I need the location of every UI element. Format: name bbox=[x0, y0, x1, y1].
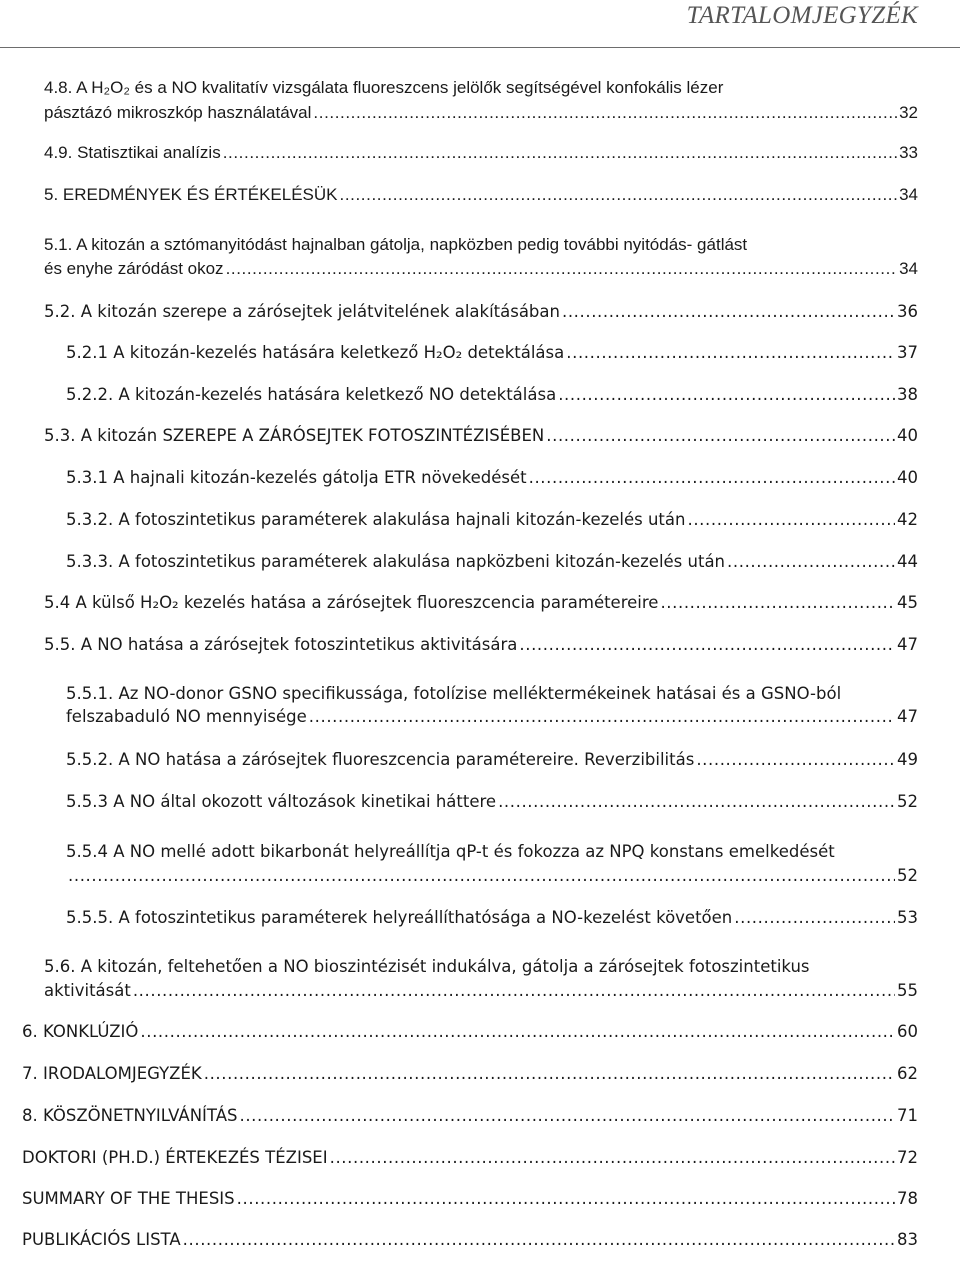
toc-entry-5-2-2[interactable] bbox=[66, 385, 918, 418]
toc-page-number: 72 bbox=[897, 1148, 918, 1167]
toc-entry-text: 5.4 A külső H₂O₂ kezelés hatása a zárósejtek fluoreszcencia paramétereire bbox=[44, 593, 659, 612]
toc-entry-text: 5.3.2. A fotoszintetikus paraméterek alakulása hajnali kitozán-kezelés után bbox=[66, 510, 686, 529]
dot-leader bbox=[133, 981, 895, 1000]
toc-entry-text: 5.3.3. A fotoszintetikus paraméterek alakulása napközbeni kitozán-kezelés után bbox=[66, 552, 726, 571]
toc-entry-publikaciok[interactable] bbox=[22, 1230, 918, 1263]
toc-entry-5-4[interactable] bbox=[44, 593, 918, 626]
toc-page-number: 53 bbox=[897, 908, 918, 927]
toc-entry-5-5-2[interactable] bbox=[66, 750, 918, 783]
toc-entry-text: 5. EREDMÉNYEK ÉS ÉRTÉKELÉSÜK bbox=[44, 185, 338, 204]
dot-leader bbox=[204, 1064, 895, 1083]
dot-leader bbox=[696, 750, 895, 769]
toc-entry-text: aktivitását bbox=[44, 981, 131, 1000]
dot-leader bbox=[734, 908, 895, 927]
dot-leader bbox=[498, 792, 895, 811]
toc-entry-text: 5.2.2. A kitozán-kezelés hatására keletkező NO detektálása bbox=[66, 385, 557, 404]
toc-entry-text: 7. IRODALOMJEGYZÉK bbox=[22, 1064, 202, 1083]
toc-entry-5-3-2[interactable] bbox=[66, 510, 918, 543]
toc-entry-5[interactable] bbox=[44, 185, 918, 218]
running-header: TARTALOMJEGYZÉK bbox=[686, 2, 918, 29]
toc-page-number: 45 bbox=[897, 593, 918, 612]
toc-page-number: 83 bbox=[897, 1230, 918, 1249]
toc-entry-5-2[interactable] bbox=[44, 302, 918, 335]
dot-leader bbox=[313, 103, 897, 123]
toc-entry-text: 5.3.1 A hajnali kitozán-kezelés gátolja ETR növekedését bbox=[66, 468, 527, 487]
toc-entry-text: 6. KONKLÚZIÓ bbox=[22, 1022, 139, 1041]
toc-entry-text: 5.2.1 A kitozán-kezelés hatására keletkező H₂O₂ detektálása bbox=[66, 343, 565, 362]
toc-entry-text: felszabaduló NO mennyisége bbox=[66, 707, 307, 726]
dot-leader bbox=[330, 1148, 895, 1167]
dot-leader bbox=[558, 385, 895, 404]
toc-entry-5-3-1[interactable] bbox=[66, 468, 918, 501]
toc-entry-4-9[interactable] bbox=[44, 143, 918, 176]
toc-entry-5-6[interactable] bbox=[44, 981, 918, 1014]
dot-leader bbox=[687, 510, 895, 529]
toc-entry-text: és enyhe záródást okoz bbox=[44, 259, 224, 278]
dot-leader bbox=[226, 259, 898, 279]
dot-leader bbox=[566, 343, 895, 362]
toc-entry-text: 5.5.2. A NO hatása a zárósejtek fluoreszcencia paramétereire. Reverzibilitás bbox=[66, 750, 695, 769]
toc-page-number: 60 bbox=[897, 1022, 918, 1041]
toc-entry-7[interactable] bbox=[22, 1064, 918, 1097]
dot-leader bbox=[529, 468, 895, 487]
toc-entry-text: 8. KÖSZÖNETNYILVÁNÍTÁS bbox=[22, 1106, 238, 1125]
toc-page-number: 71 bbox=[897, 1106, 918, 1125]
toc-entry-text: 5.2. A kitozán szerepe a zárósejtek jelátvitelének alakításában bbox=[44, 302, 560, 321]
toc-page-number: 33 bbox=[899, 143, 918, 162]
toc-page-number: 37 bbox=[897, 343, 918, 362]
dot-leader bbox=[183, 1230, 895, 1249]
dot-leader bbox=[309, 707, 895, 726]
dot-leader bbox=[340, 185, 898, 205]
toc-entry-text: DOKTORI (PH.D.) ÉRTEKEZÉS TÉZISEI bbox=[22, 1148, 328, 1167]
toc-entry-summary[interactable] bbox=[22, 1189, 918, 1222]
toc-entry-5-5-3[interactable] bbox=[66, 792, 918, 825]
toc-entry-text: SUMMARY OF THE THESIS bbox=[22, 1189, 235, 1208]
toc-entry-4-8[interactable] bbox=[44, 103, 918, 136]
toc-entry-5-5[interactable] bbox=[44, 635, 918, 668]
toc-entry-5-5-1-line1: 5.5.1. Az NO-donor GSNO specifikussága, fotolízise melléktermékeinek hatásai és a GSNO-ból bbox=[66, 684, 842, 703]
toc-entry-8[interactable] bbox=[22, 1106, 918, 1139]
toc-entry-text: 4.9. Statisztikai analízis bbox=[44, 143, 221, 162]
dot-leader bbox=[546, 426, 895, 445]
toc-entry-5-5-5[interactable] bbox=[66, 908, 918, 941]
toc-entry-text: PUBLIKÁCIÓS LISTA bbox=[22, 1230, 181, 1249]
toc-page-number: 47 bbox=[897, 635, 918, 654]
toc-page-number: 42 bbox=[897, 510, 918, 529]
toc-page-number: 52 bbox=[897, 792, 918, 811]
toc-page-number: 34 bbox=[899, 185, 918, 204]
toc-entry-5-3-3[interactable] bbox=[66, 552, 918, 585]
toc-page-number: 52 bbox=[897, 866, 918, 885]
toc-entry-5-5-4[interactable] bbox=[66, 866, 918, 899]
toc-entry-5-1-line1: 5.1. A kitozán a sztómanyitódást hajnalban gátolja, napközben pedig további nyitódás- gátlást bbox=[44, 235, 748, 254]
toc-page-number: 40 bbox=[897, 426, 918, 445]
toc-page-number: 36 bbox=[897, 302, 918, 321]
toc-entry-5-6-line1: 5.6. A kitozán, feltehetően a NO bioszintézisét indukálva, gátolja a zárósejtek fotoszintetikus bbox=[44, 957, 810, 976]
toc-entry-tezisek[interactable] bbox=[22, 1148, 918, 1181]
dot-leader bbox=[223, 143, 897, 163]
toc-entry-5-5-1[interactable] bbox=[66, 707, 918, 740]
toc-page-number: 32 bbox=[899, 103, 918, 122]
toc-entry-text: 5.5.3 A NO által okozott változások kinetikai háttere bbox=[66, 792, 497, 811]
toc-page-number: 40 bbox=[897, 468, 918, 487]
toc-entry-5-5-4-line1: 5.5.4 A NO mellé adott bikarbonát helyreállítja qP-t és fokozza az NPQ konstans emelkedését bbox=[66, 842, 835, 861]
toc-entry-text: 5.5.5. A fotoszintetikus paraméterek helyreállíthatósága a NO-kezelést követően bbox=[66, 908, 733, 927]
toc-page-number: 44 bbox=[897, 552, 918, 571]
toc-page-number: 38 bbox=[897, 385, 918, 404]
toc-entry-text: 5.5. A NO hatása a zárósejtek fotoszintetikus aktivitására bbox=[44, 635, 518, 654]
dot-leader bbox=[140, 1022, 895, 1041]
dot-leader bbox=[237, 1189, 895, 1208]
dot-leader bbox=[68, 866, 895, 885]
dot-leader bbox=[239, 1106, 895, 1125]
toc-page-number: 55 bbox=[897, 981, 918, 1000]
toc-page-number: 78 bbox=[897, 1189, 918, 1208]
toc-entry-4-8-line1: 4.8. A H₂O₂ és a NO kvalitatív vizsgálata fluoreszcens jelölők segítségével konfokális lézer bbox=[44, 78, 724, 97]
header-rule bbox=[0, 47, 960, 48]
toc-entry-6[interactable] bbox=[22, 1022, 918, 1055]
dot-leader bbox=[660, 593, 895, 612]
dot-leader bbox=[519, 635, 895, 654]
toc-entry-5-1[interactable] bbox=[44, 259, 918, 292]
toc-entry-5-3[interactable] bbox=[44, 426, 918, 459]
toc-entry-text: pásztázó mikroszkóp használatával bbox=[44, 103, 312, 122]
dot-leader bbox=[562, 302, 895, 321]
toc-page-number: 47 bbox=[897, 707, 918, 726]
toc-entry-5-2-1[interactable] bbox=[66, 343, 918, 376]
toc-page-number: 49 bbox=[897, 750, 918, 769]
dot-leader bbox=[727, 552, 895, 571]
toc-entry-text: 5.3. A kitozán SZEREPE A ZÁRÓSEJTEK FOTOSZINTÉZISÉBEN bbox=[44, 426, 545, 445]
toc-page-number: 62 bbox=[897, 1064, 918, 1083]
toc-page-number: 34 bbox=[899, 259, 918, 278]
